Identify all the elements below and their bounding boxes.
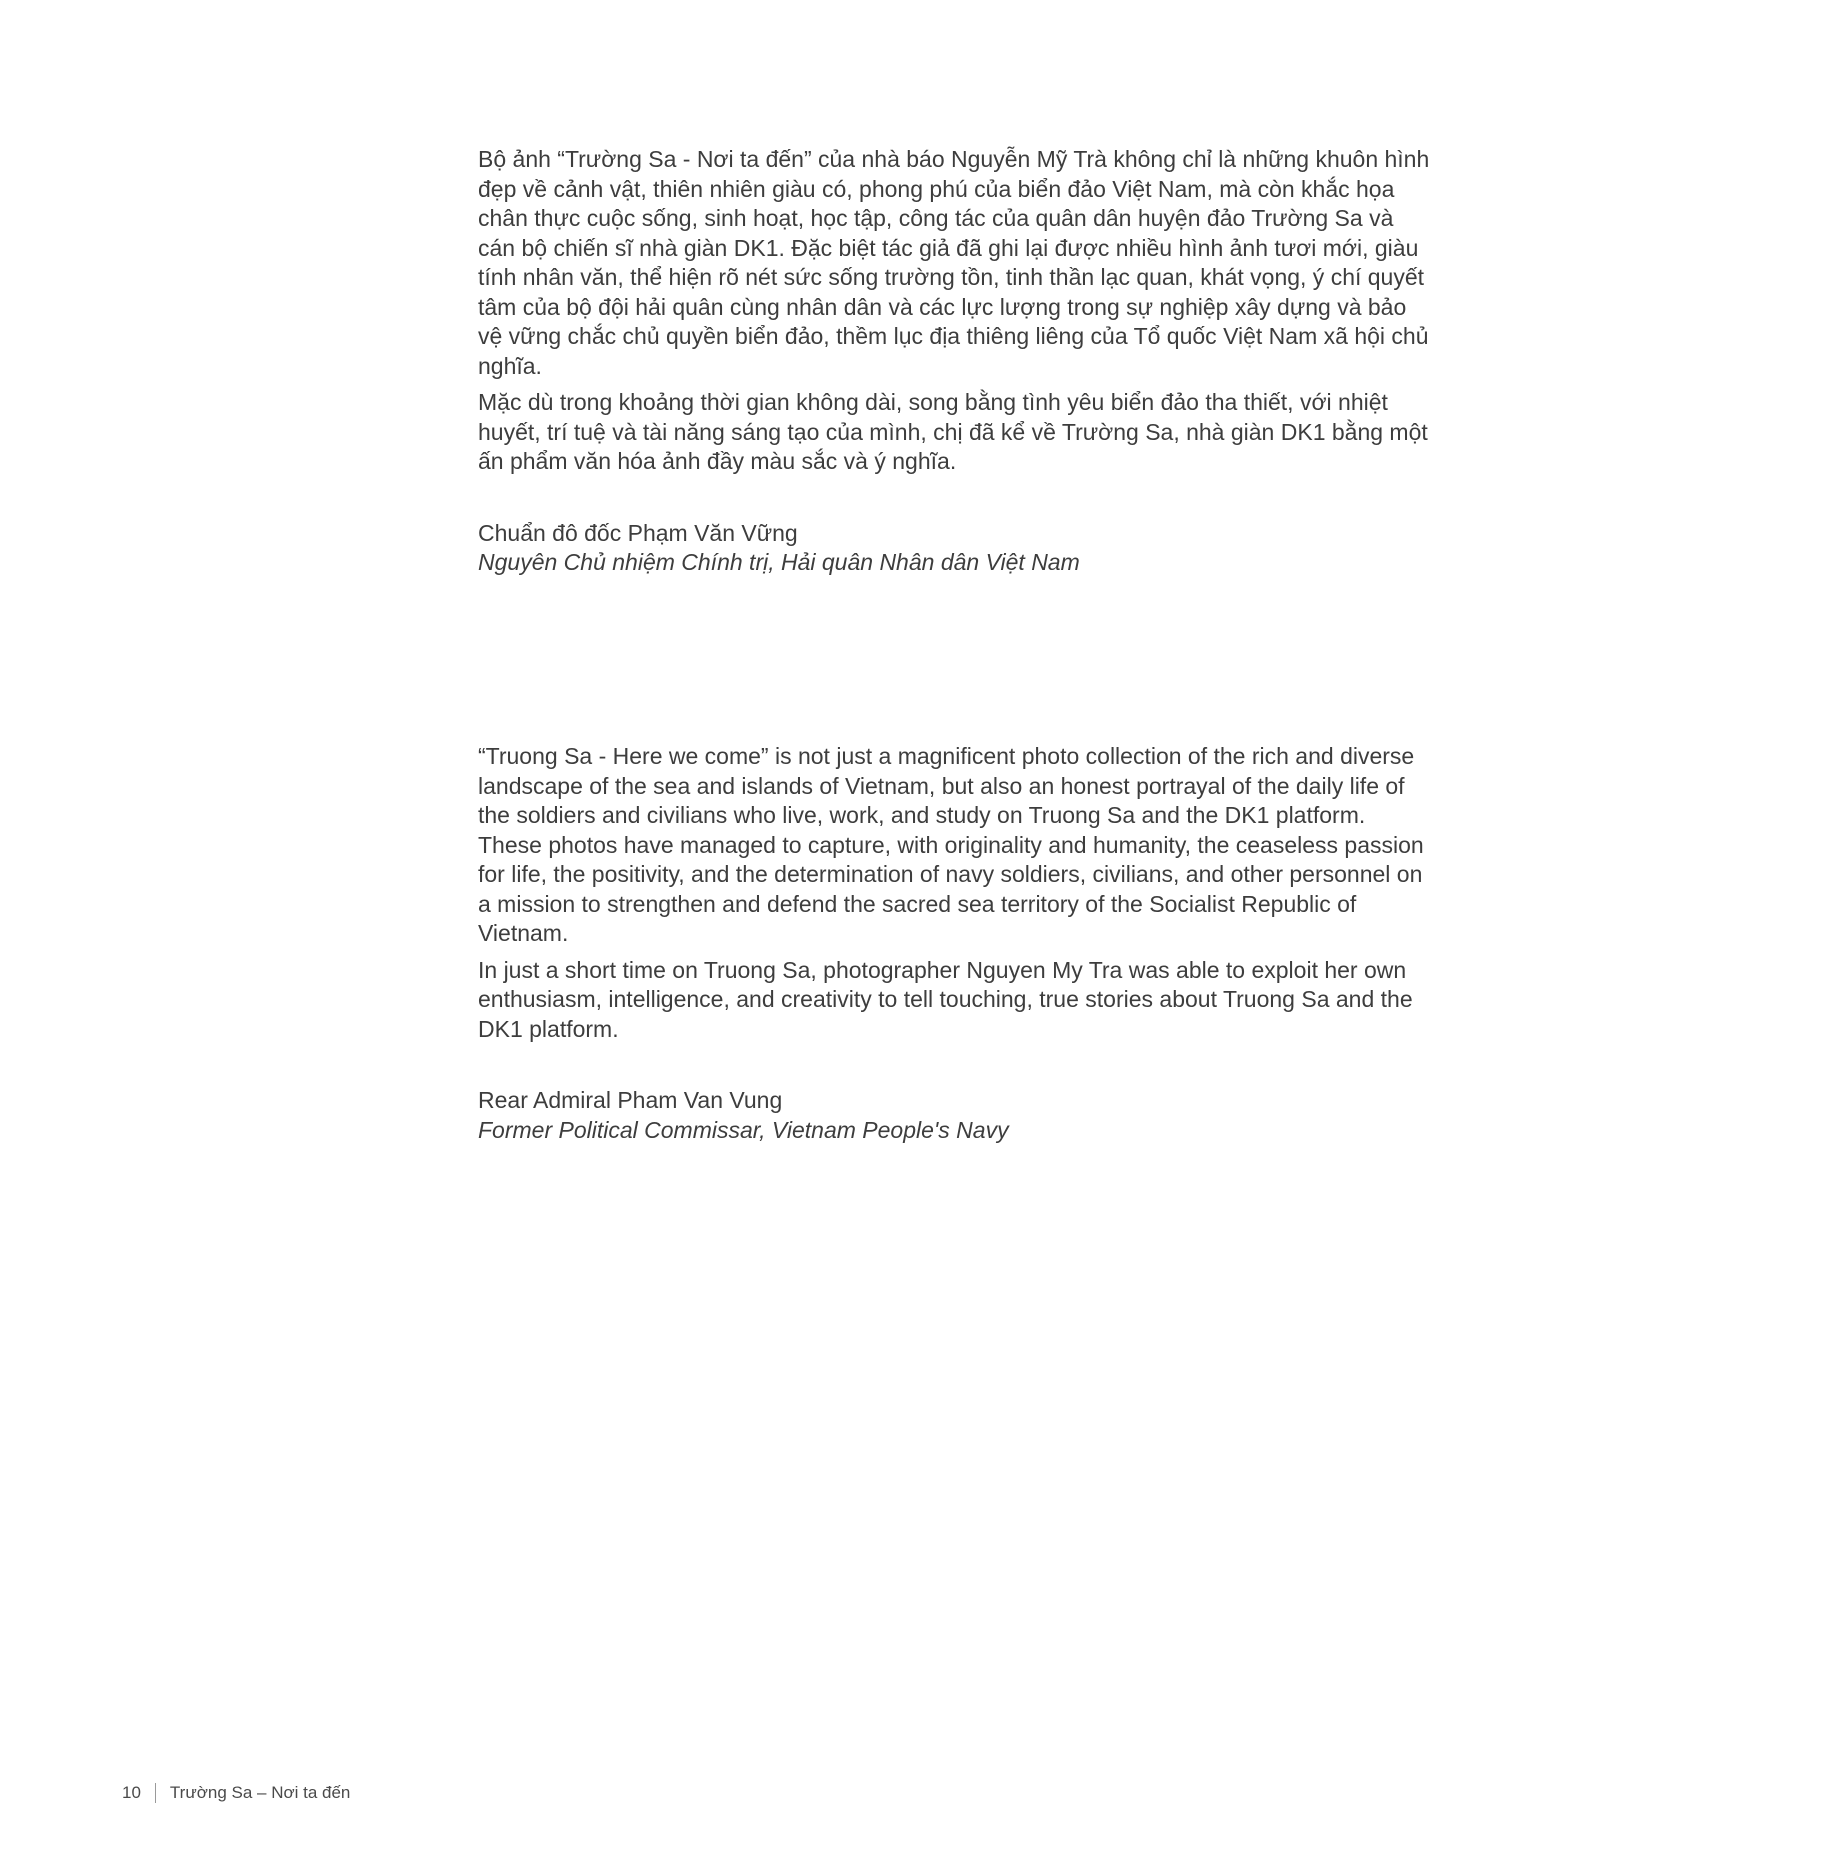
english-signature-name: Rear Admiral Pham Van Vung (478, 1087, 783, 1113)
vietnamese-signature (478, 519, 1430, 578)
footer-book-title: Trường Sa – Nơi ta đến (169, 1783, 351, 1802)
vietnamese-signature-title: Nguyên Chủ nhiệm Chính trị, Hải quân Nhân dân Việt Nam (478, 549, 1080, 575)
vietnamese-text-block (478, 145, 1430, 578)
footer-divider (155, 1783, 156, 1803)
english-paragraph-2: In just a short time on Truong Sa, photographer Nguyen My Tra was able to exploit her own enthusiasm, intelligence, and creativity to tell touching, true stories about Truong Sa and the DK1 platform. (478, 956, 1413, 1042)
page-footer (122, 1783, 350, 1803)
english-signature (478, 1086, 1430, 1145)
vietnamese-paragraph-2: Mặc dù trong khoảng thời gian không dài, song bằng tình yêu biển đảo tha thiết, với nhiệt huyết, trí tuệ và tài năng sáng tạo của mình, chị đã kể về Trường Sa, nhà giàn DK1 bằng một ấn phẩm văn hóa ảnh đầy màu sắc và ý nghĩa. (478, 389, 1428, 474)
page-number: 10 (122, 1783, 141, 1802)
vietnamese-paragraph-1: Bộ ảnh “Trường Sa - Nơi ta đến” của nhà báo Nguyễn Mỹ Trà không chỉ là những khuôn hình đẹp về cảnh vật, thiên nhiên giàu có, phong phú của biển đảo Việt Nam, mà còn khắc họa chân thực cuộc sống, sinh hoạt, học tập, công tác của quân dân huyện đảo Trường Sa và cán bộ chiến sĩ nhà giàn DK1. Đặc biệt tác giả đã ghi lại được nhiều hình ảnh tươi mới, giàu tính nhân văn, thể hiện rõ nét sức sống trường tồn, tinh thần lạc quan, khát vọng, ý chí quyết tâm của bộ đội hải quân cùng nhân dân và các lực lượng trong sự nghiệp xây dựng và bảo vệ vững chắc chủ quyền biển đảo, thềm lục địa thiêng liêng của Tổ quốc Việt Nam xã hội chủ nghĩa. (478, 146, 1430, 379)
english-signature-title: Former Political Commissar, Vietnam People's Navy (478, 1116, 1009, 1143)
english-text-block (478, 742, 1430, 1145)
vietnamese-signature-name: Chuẩn đô đốc Phạm Văn Vững (478, 519, 798, 546)
english-paragraph-1: “Truong Sa - Here we come” is not just a magnificent photo collection of the rich and diverse landscape of the sea and islands of Vietnam, but also an honest portrayal of the daily life of the soldiers and civilians who live, work, and study on Truong Sa and the DK1 platform. These photos have managed to capture, with originality and humanity, the ceaseless passion for life, the positivity, and the determination of navy soldiers, civilians, and other personnel on a mission to strengthen and defend the sacred sea territory of the Socialist Republic of Vietnam. (478, 743, 1424, 946)
